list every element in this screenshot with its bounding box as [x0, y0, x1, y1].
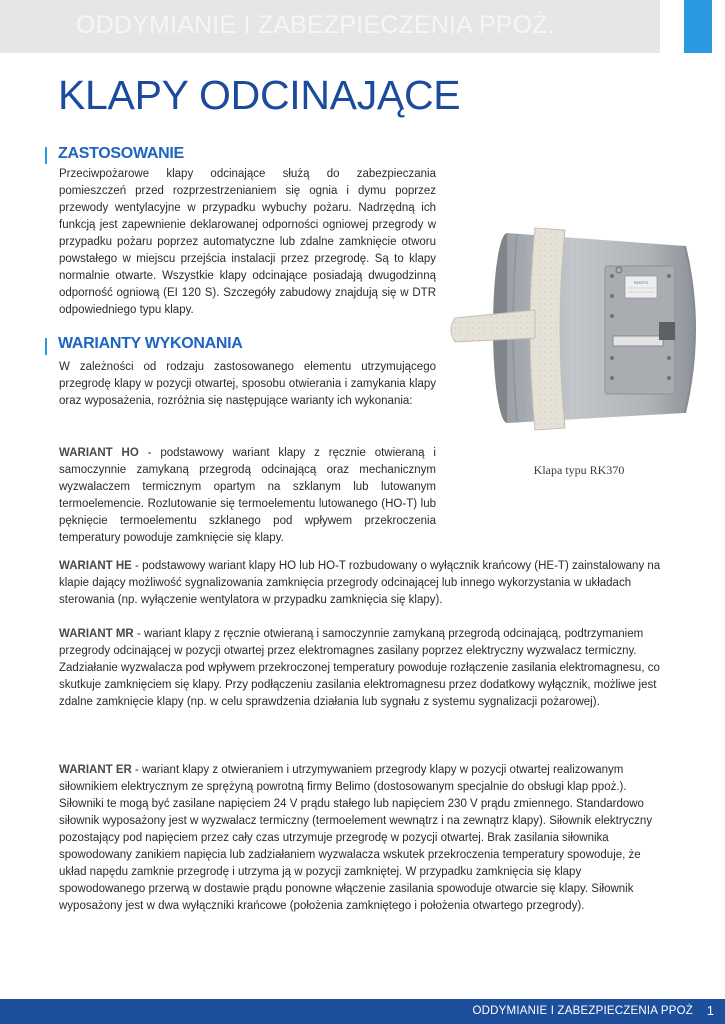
variant-he-name: WARIANT HE — [59, 560, 132, 572]
variant-er-name: WARIANT ER — [59, 764, 132, 776]
section-marker — [45, 338, 47, 355]
zastosowanie-text: Przeciwpożarowe klapy odcinające służą do zabezpieczania pomieszczeń przed rozprzestrzenianiem się ognia i dymu poprzez przewody wentylacyjne w przypadku wybuchy pożaru. Nadrzędną ich funkcją jest zapewnienie deklarowanej odporności ogniowej przegrody w przypadku pożaru poprzez automatyczne lub zdalne zamknięcie otworu powstałego w miejscu przejścia instalacji przez przegrodę. Są to klapy normalnie otwarte. Wszystkie klapy odcinające posiadają dwugodzinną odporność ogniową (EI 120 S). Szczegóły zabudowy znajdują się w DTR odpowiedniego typu klapy. — [59, 168, 436, 316]
damper-figure — [447, 218, 717, 440]
variant-he-text: - podstawowy wariant klapy HO lub HO-T rozbudowany o wyłącznik krańcowy (HE-T) zainstalowany na klapie dający możliwość sygnalizowania zamknięcia przegrody odcinającej lub innego wykorzystania w układach sterowania (np. wyłączenie wentylatora w przypadku zamknięcia się klapy). — [59, 560, 661, 606]
variant-mr-text-2: Zadziałanie wyzwalacza pod wpływem przekroczonej temperatury powoduje rozłączenie zasilania elektromagnesu, co skutkuje zamknięciem się klapy. Przy podłączeniu zasilania elektromagnesu przez dodatkowy wyłącznik, możliwe jest zdalne zamknięcie klapy (np. w celu sprawdzenia działania lub sygnału z systemu sygnalizacji pożarowej). — [59, 662, 660, 708]
section-heading-warianty: WARIANTY WYKONANIA — [58, 335, 243, 352]
variant-mr-paragraph — [59, 626, 665, 711]
page-title: KLAPY ODCINAJĄCE — [58, 72, 461, 118]
page-number: 1 — [706, 1003, 714, 1018]
header-title: ODDYMIANIE I ZABEZPIECZENIA PPOŻ. — [76, 11, 555, 39]
header-accent-bar — [684, 0, 712, 53]
variant-er-paragraph — [59, 762, 665, 915]
warianty-intro-text: W zależności od rodzaju zastosowanego elementu utrzymującego przegrodę klapy w pozycji otwartej, sposobu otwierania i zamykania klapy oraz wyposażenia, rozróżnia się następujące warianty ich wykonania: — [59, 361, 436, 407]
variant-ho-paragraph — [59, 445, 436, 547]
damper-label-text: ROSTS — [634, 280, 648, 285]
section-heading-zastosowanie: ZASTOSOWANIE — [58, 145, 184, 162]
figure-caption: Klapa typu RK370 — [533, 463, 625, 477]
fire-damper-image — [447, 218, 717, 440]
variant-he-paragraph — [59, 558, 665, 609]
zastosowanie-paragraph — [59, 166, 436, 319]
warianty-intro — [59, 359, 436, 410]
footer-band — [0, 999, 725, 1024]
header-band — [0, 0, 660, 53]
variant-er-text: - wariant klapy z otwieraniem i utrzymywaniem przegrody klapy w pozycji otwartej realizowanym siłownikiem elektrycznym ze sprężyną powrotną firmy Belimo (dostosowanym specjalnie do obsługi klap ppoż.). Siłowniki te mogą być zasilane napięciem 24 V prądu stałego lub napięciem 230 V prądu zmiennego. Standardowo siłownik wyposażony jest w wyzwalacz termiczny (termoelement wewnątrz i na zewnątrz klapy). Siłownik elektryczny pozostający pod napięciem przez cały czas utrzymuje przegrodę w pozycji otwartej. Brak zasilania siłownika spowodowany zanikiem napięcia lub zadziałaniem wyzwalacza wskutek przekroczenia temperatury spowoduje, że układ napędu zamknie przegrodę i utrzyma ją w pozycji zamkniętej. W przypadku zamknięcia się klapy spowodowanego przerwą w dostawie prądu ponowne włączenie zasilania spowoduje otwarcie się klapy. Siłownik wyposażony jest w dwa wyłączniki krańcowe (położenia zamkniętego i położenia otwartego przegrody). — [59, 764, 653, 912]
variant-mr-name: WARIANT MR — [59, 628, 134, 640]
variant-ho-name: WARIANT HO — [59, 447, 139, 459]
variant-ho-text: - podstawowy wariant klapy z ręcznie otwieraną i samoczynnie zamykaną przegrodą odcinającą oraz mechanicznym wyzwalaczem termicznym opartym na szklanym lub lutowanym termoelemencie. Rozlutowanie się termoelementu lutowanego (HO-T) lub pęknięcie termoelementu szklanego pod wpływem przekroczenia temperatury powoduje zamknięcie się klapy. — [59, 447, 436, 544]
section-marker — [45, 147, 47, 164]
variant-mr-text: - wariant klapy z ręcznie otwieraną i samoczynnie zamykaną przegrodą odcinającą, podtrzymaniem przegrody odcinającej w pozycji otwartej przez elektromagnes zasilany poprzez elektryczny wyzwalacz termiczny. — [59, 628, 644, 657]
footer-text: ODDYMIANIE I ZABEZPIECZENIA PPOŻ — [472, 1005, 693, 1017]
